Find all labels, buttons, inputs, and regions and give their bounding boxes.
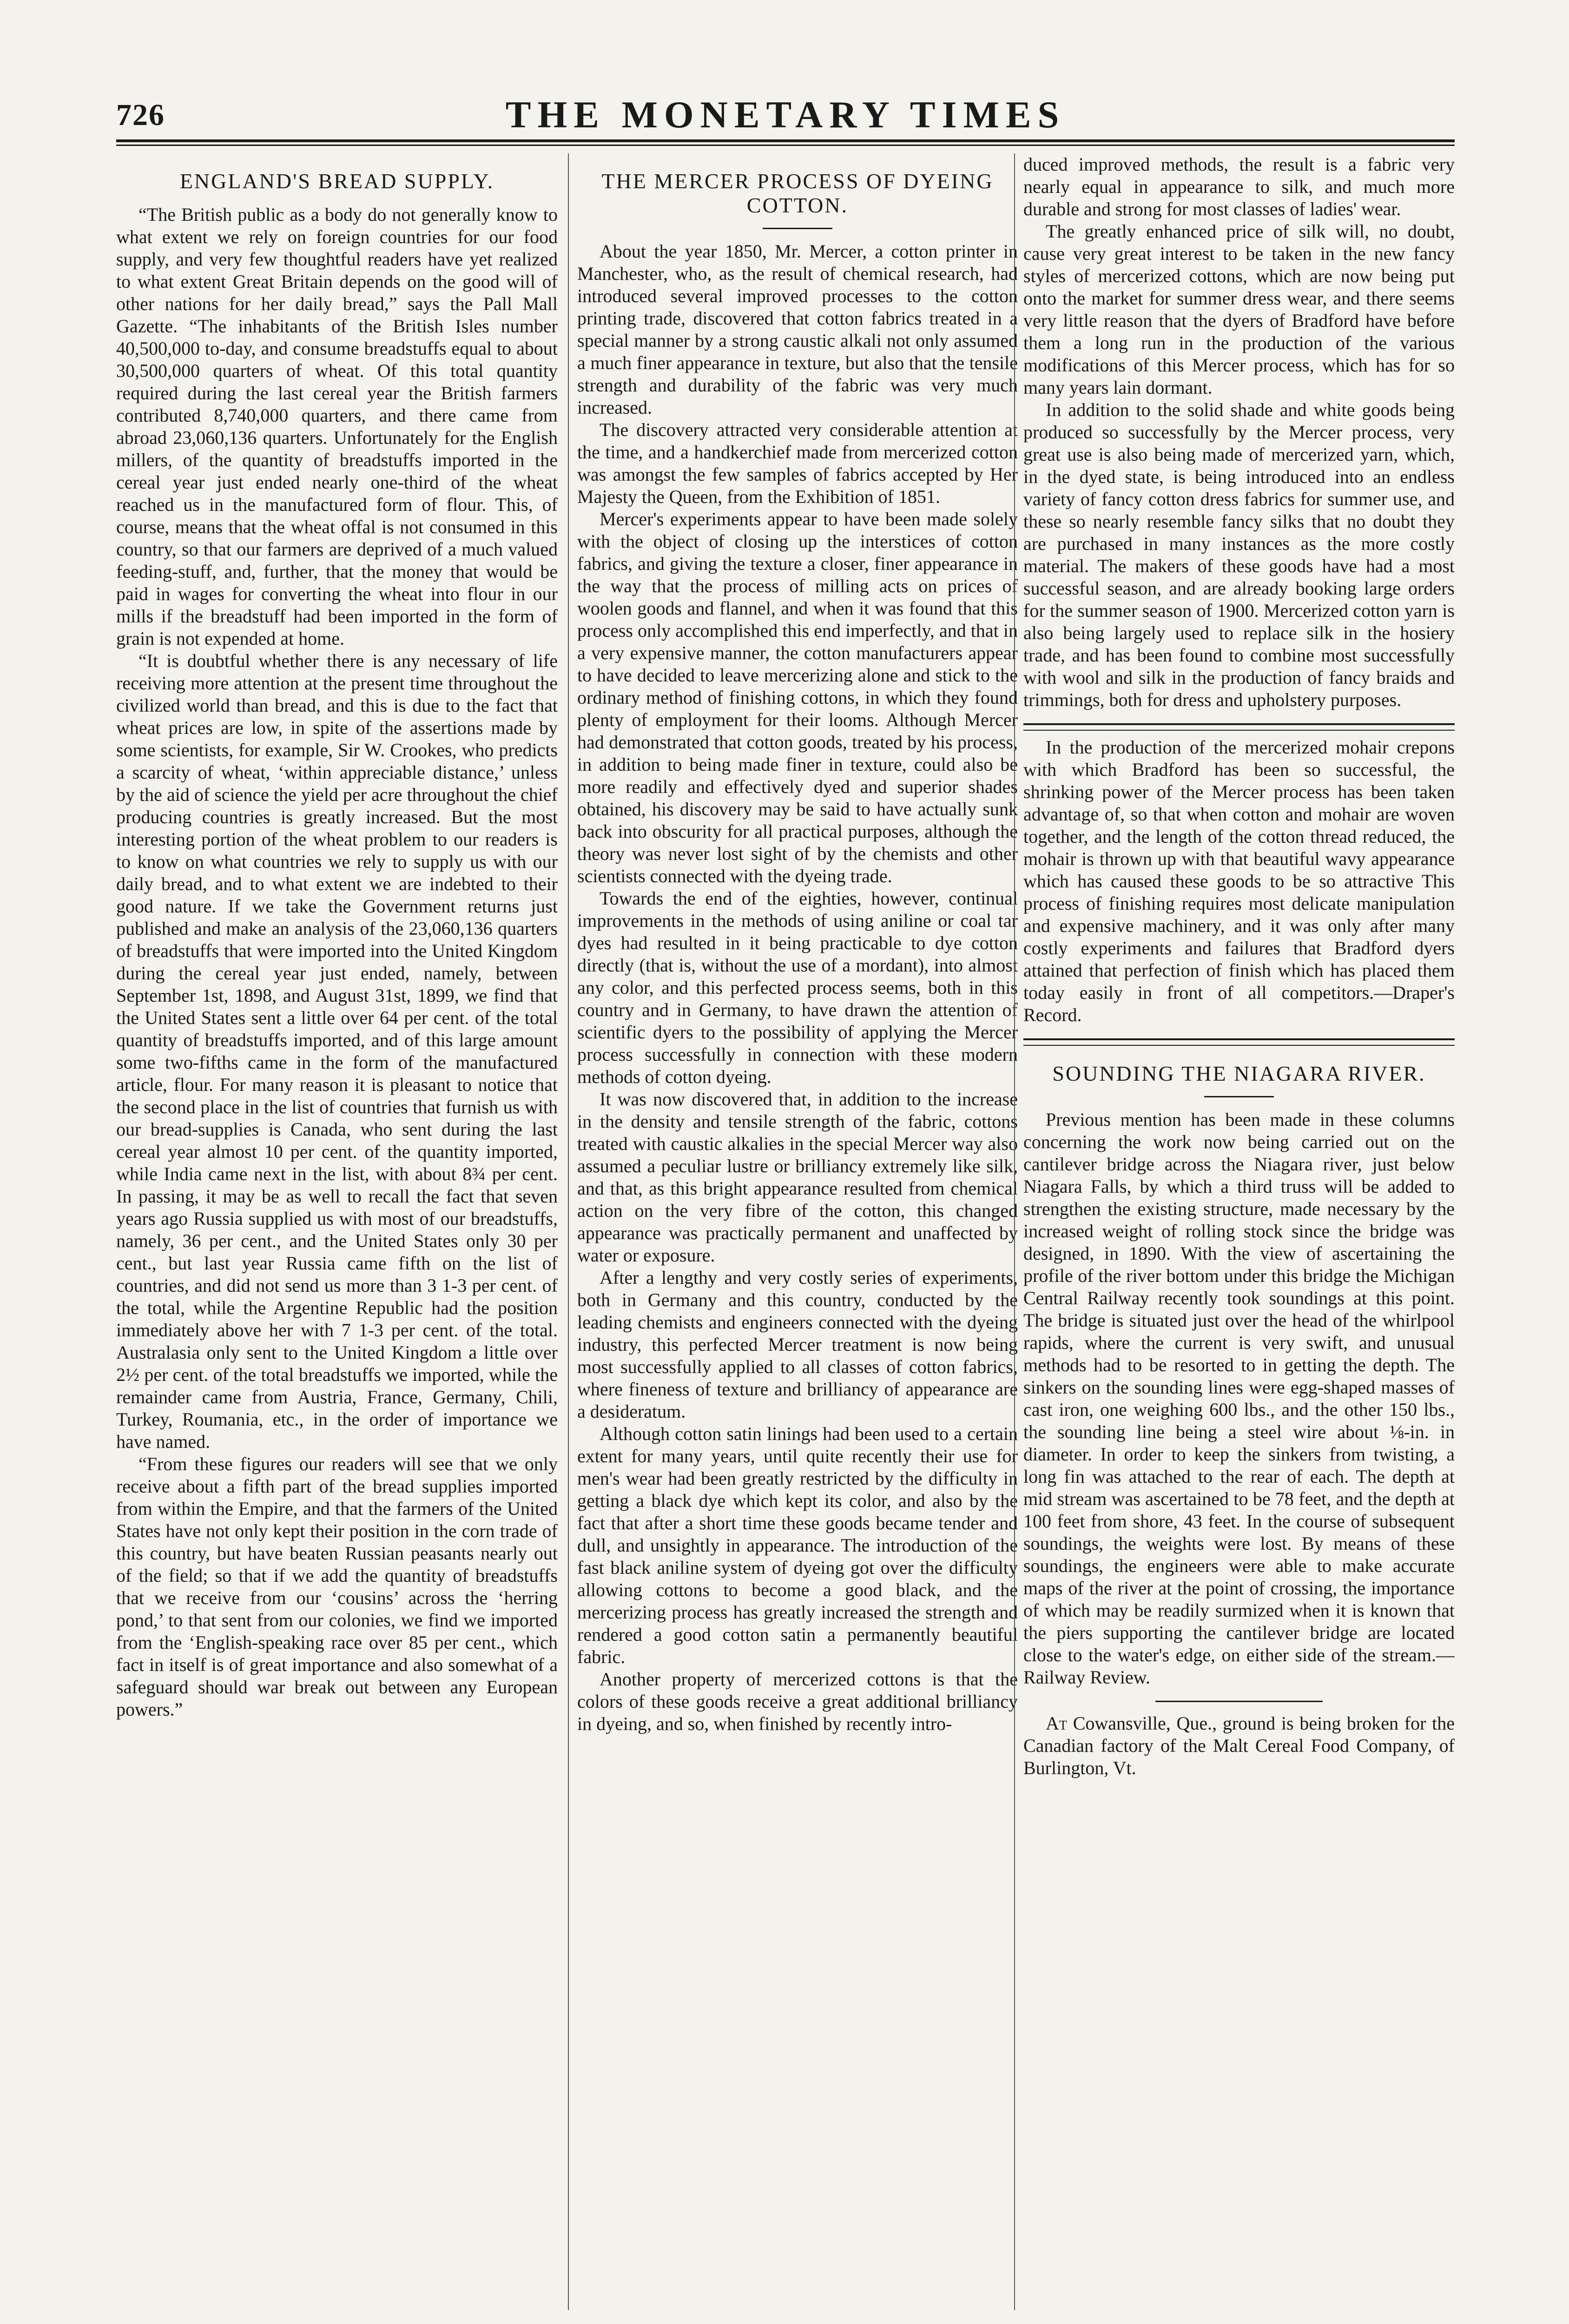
article-paragraph: The discovery attracted very considerable attention at the time, and a handkerchief made from mercerized cotton was amongst the few samples of fabrics accepted by Her Majesty the Queen, from the Exhibition of 1851. — [577, 419, 1018, 507]
headline-rule — [1204, 1096, 1274, 1097]
note-text: Cowansville, Que., ground is being broken for the Canadian factory of the Malt Cereal Food Company, of Burlington, Vt. — [1023, 1713, 1455, 1778]
article-paragraph: It was now discovered that, in addition to the increase in the density and tensile strength of the fabric, cottons treated with caustic alkalies in the special Mercer way also assumed a peculiar lustre or brilliancy extremely like silk, and that, as this bright appearance resulted from chemical action on the very fibre of the cotton, this changed appearance was practically permanent and unaffected by water or exposure. — [577, 1089, 1018, 1266]
article-paragraph: “The British public as a body do not generally know to what extent we rely on foreign countries for our food supply, and very few thoughtful readers have yet realized to what extent Great Britain depends on the good will of other nations for her daily bread,” says the Pall Mall Gazette. “The inhabitants of the British Isles number 40,500,000 to-day, and consume breadstuffs equal to about 30,500,000 quarters of wheat. Of this total quantity required during the last cereal year the British farmers contributed 8,740,000 quarters, and there came from abroad 23,060,136 quarters. Unfortunately for the English millers, of the quantity of breadstuffs imported in the cereal year just ended nearly one-third of the wheat reached us in the manufactured form of flour. This, of course, means that the wheat offal is not consumed in this country, so that our farmers are deprived of a much valued feeding-stuff, and, further, that the money that would be paid in wages for converting the wheat into flour in our mills if the breadstuff had been imported in the form of grain is not expended at home. — [116, 204, 558, 649]
article-paragraph: duced improved methods, the result is a fabric very nearly equal in appearance to silk, and much more durable and strong for most classes of ladies' wear. — [1023, 154, 1455, 219]
column-3 — [1014, 153, 1455, 2310]
note-rule — [1155, 1701, 1323, 1702]
headline-rule — [763, 228, 832, 229]
article-paragraph: In addition to the solid shade and white goods being produced so successfully by the Mercer process, very great use is also being made of mercerized yarn, which, in the dyed state, is being introduced into an endless variety of fancy cotton dress fabrics for summer use, and these so nearly resemble fancy silks that no doubt they are purchased in many instances as the more costly material. The makers of these goods have had a most successful season, and are already booking large orders for the summer season of 1900. Mercerized cotton yarn is also being largely used to replace silk in the hosiery trade, and has been found to combine most successfully with wool and silk in the production of fancy braids and trimmings, both for dress and upholstery purposes. — [1023, 399, 1455, 710]
article-headline: ENGLAND'S BREAD SUPPLY. — [179, 169, 494, 193]
column-2 — [568, 153, 1018, 2310]
column-1 — [116, 153, 558, 2310]
section-rule — [1023, 723, 1455, 731]
newspaper-title: THE MONETARY TIMES — [505, 93, 1066, 136]
article-paragraph: Although cotton satin linings had been used to a certain extent for many years, until quite recently their use for men's wear had been greatly restricted by the difficulty in getting a black dye which kept its color, and also by the fact that after a short time these goods became tender and dull, and unsightly in appearance. The introduction of the fast black aniline system of dyeing got over the difficulty allowing cottons to become a good black, and the mercerizing process has greatly increased the strength and rendered a good cotton satin a permanently beautiful fabric. — [577, 1423, 1018, 1667]
article-paragraph: Mercer's experiments appear to have been made solely with the object of closing up the interstices of cotton fabrics, and giving the texture a closer, finer appearance in the way that the process of milling acts on prices of woolen goods and flannel, and when it was found that this process only accomplished this end imperfectly, and that in a very expensive manner, the cotton manufacturers appear to have decided to leave mercerizing alone and stick to the ordinary method of finishing cottons, in which they found plenty of employment for their looms. Although Mercer had demonstrated that cotton goods, treated by his process, in addition to being made finer in texture, could also be more readily and effectively dyed and superior shades obtained, his discovery may be said to have actually sunk back into obscurity for all practical purposes, although the theory was never lost sight of by the chemists and other scientists connected with the dyeing trade. — [577, 508, 1018, 886]
article-paragraph: After a lengthy and very costly series of experiments, both in Germany and this country, conducted by the leading chemists and engineers connected with the dyeing industry, this perfected Mercer treatment is now being most successfully applied to all classes of cotton fabrics, where fineness of texture and brilliancy of appearance are a desideratum. — [577, 1267, 1018, 1422]
article-paragraph: Towards the end of the eighties, however, continual improvements in the methods of using aniline or coal tar dyes had resulted in it being practicable to dye cotton directly (that is, without the use of a mordant), into almost any color, and this perfected process seems, both in this country and in Germany, to have drawn the attention of scientific dyers to the possibility of applying the Mercer process successfully in connection with these modern methods of cotton dyeing. — [577, 888, 1018, 1087]
article-paragraph: Another property of mercerized cottons is that the colors of these goods receive a great additional brilliancy in dyeing, and so, when finished by recently intro- — [577, 1669, 1018, 1734]
masthead-rule — [116, 139, 1455, 146]
article-headline: SOUNDING THE NIAGARA RIVER. — [1052, 1062, 1426, 1085]
article-paragraph: “From these figures our readers will see that we only receive about a fifth part of the bread supplies imported from within the Empire, and that the farmers of the United States have not only kept their position in the corn trade of this country, but have beaten Russian peasants nearly out of the field; so that if we add the quantity of breadstuffs that we receive from our ‘cousins’ across the ‘herring pond,’ to that sent from our colonies, we find we imported from the ‘English-speaking race over 85 per cent., which fact in itself is of great importance and also somewhat of a safeguard should war break out between any European powers.” — [116, 1453, 558, 1720]
article-paragraph: The greatly enhanced price of silk will, no doubt, cause very great interest to be taken in the new fancy styles of mercerized cottons, which are now being put onto the market for summer dress wear, and there seems very little reason that the dyers of Bradford have before them a long run in the production of the various modifications of this Mercer process, which has for so many years lain dormant. — [1023, 221, 1455, 398]
news-note — [1023, 1712, 1455, 1779]
page-number: 726 — [116, 98, 165, 132]
section-rule — [1023, 1038, 1455, 1046]
article-paragraph: In the production of the mercerized mohair crepons with which Bradford has been so successful, the shrinking power of the Mercer process has been taken advantage of, so that when cotton and mohair are woven together, and the length of the cotton thread reduced, the mohair is thrown up with that beautiful wavy appearance which has caused these goods to be so attractive This process of finishing requires most delicate manipulation and expensive machinery, and it was only after many costly experiments and failures that Bradford dyers attained that perfection of finish which has placed them today easily in front of all competitors.—Draper's Record. — [1023, 737, 1455, 1025]
article-headline: THE MERCER PROCESS OF DYEING COTTON. — [601, 169, 994, 217]
article-paragraph: About the year 1850, Mr. Mercer, a cotton printer in Manchester, who, as the result of chemical research, had introduced several improved processes to the cotton printing trade, discovered that cotton fabrics treated in a special manner by a strong caustic alkali not only assumed a much finer appearance in texture, but also that the tensile strength and durability of the fabric was very much increased. — [577, 241, 1018, 418]
article-paragraph: “It is doubtful whether there is any necessary of life receiving more attention at the present time throughout the civilized world than bread, and this is due to the fact that wheat prices are low, in spite of the assertions made by some scientists, for example, Sir W. Crookes, who predicts a scarcity of wheat, ‘within appreciable distance,’ unless by the aid of science the yield per acre throughout the chief producing countries is greatly increased. But the most interesting portion of the wheat problem to our readers is to know on what countries we rely to supply us with our daily bread, and to what extent we are indebted to their good nature. If we take the Government returns just published and make an analysis of the 23,060,136 quarters of breadstuffs that were imported into the United Kingdom during the cereal year just ended, namely, between September 1st, 1898, and August 31st, 1899, we find that the United States sent a little over 64 per cent. of the total quantity of breadstuffs imported, and of this large amount some two-fifths came in the form of the manufactured article, flour. For many reason it is pleasant to notice that the second place in the list of countries that furnish us with our bread-supplies is Canada, who sent during the last cereal year almost 10 per cent. of the quantity imported, while India came next in the list, with about 8¾ per cent. In passing, it may be as well to recall the fact that seven years ago Russia supplied us with most of our breadstuffs, namely, 36 per cent., and the United States only 30 per cent., but last year Russia came fifth on the list of countries, and did not send us more than 3 1-3 per cent. of the total, while the Argentine Republic had the position immediately above her with 7 1-3 per cent. of the total. Australasia only sent to the United Kingdom a little over 2½ per cent. of the total breadstuffs we imported, while the remainder came from Austria, France, Germany, Chili, Turkey, Roumania, etc., in the order of importance we have named. — [116, 650, 558, 1452]
note-lead: At — [1046, 1713, 1067, 1734]
article-paragraph: Previous mention has been made in these columns concerning the work now being carried out on the cantilever bridge across the Niagara river, just below Niagara Falls, by which a third truss will be added to strengthen the existing structure, made necessary by the increased weight of rolling stock since the bridge was designed, in 1890. With the view of ascertaining the profile of the river bottom under this bridge the Michigan Central Railway recently took soundings at this point. The bridge is situated just over the head of the whirlpool rapids, where the current is very swift, and unusual methods had to be resorted to in getting the depth. The sinkers on the sounding lines were egg-shaped masses of cast iron, one weighing 600 lbs., and the other 150 lbs., the sounding line being a steel wire about ⅛-in. in diameter. In order to keep the sinkers from twisting, a long fin was attached to the rear of each. The depth at mid stream was ascertained to be 78 feet, and the depth at 100 feet from shore, 43 feet. In the course of subsequent soundings, the weights were lost. By means of these soundings, the engineers were able to make accurate maps of the river at the point of crossing, the importance of which may be readily surmized when it is known that the piers supporting the cantilever bridge are located close to the water's edge, on either side of the stream.—Railway Review. — [1023, 1109, 1455, 1688]
